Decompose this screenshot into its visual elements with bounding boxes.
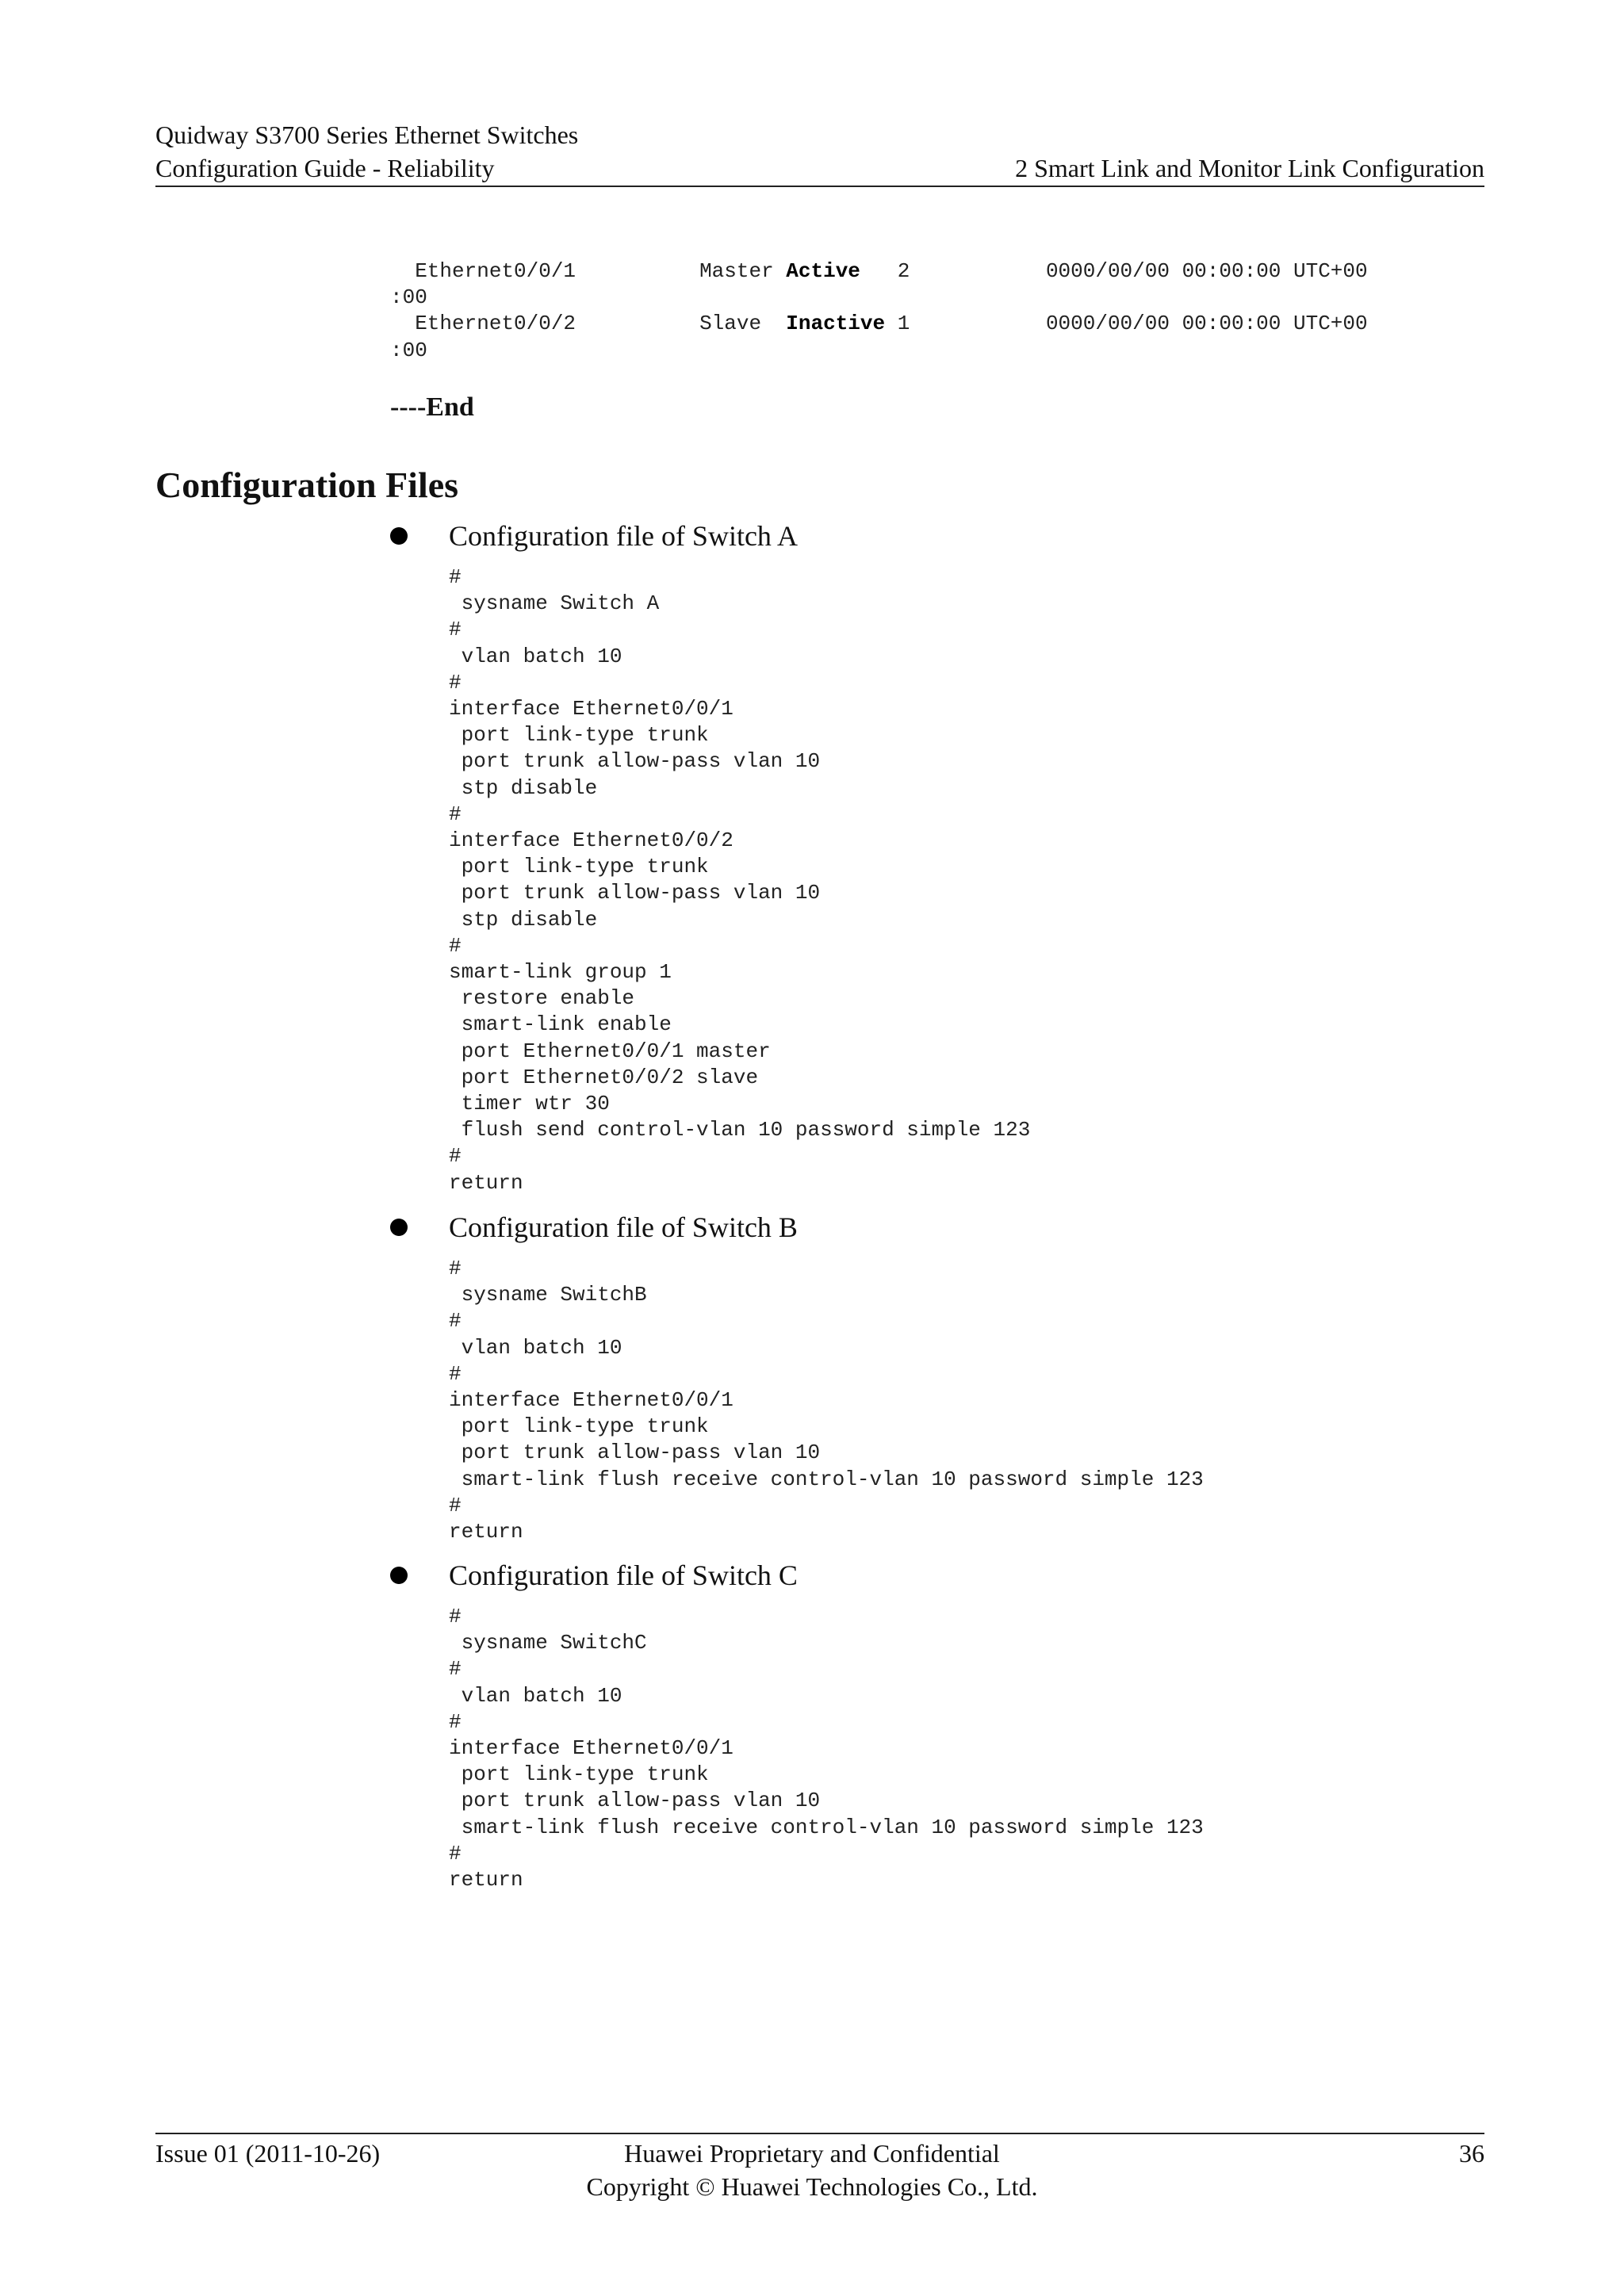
code-line: smart-link enable: [449, 1012, 672, 1037]
code-line: port link-type trunk: [449, 1762, 709, 1787]
footer-issue: Issue 01 (2011-10-26): [155, 2139, 381, 2168]
code-line: interface Ethernet0/0/1: [449, 697, 733, 721]
code-line: stp disable: [449, 775, 598, 800]
bullet-icon: [390, 1567, 408, 1584]
code-line: smart-link flush receive control-vlan 10 password simple 123: [449, 1467, 1204, 1491]
status-output: [390, 258, 1368, 364]
code-line: interface Ethernet0/0/1: [449, 1736, 733, 1761]
config-code-block: [449, 564, 1030, 1196]
code-line: smart-link flush receive control-vlan 10 password simple 123: [449, 1815, 1204, 1839]
config-file-title: Configuration file of Switch C: [449, 1559, 798, 1591]
header-chapter: 2 Smart Link and Monitor Link Configuration: [1015, 154, 1484, 182]
code-line: #: [449, 1493, 462, 1517]
header-guide: Configuration Guide - Reliability: [155, 154, 495, 182]
footer-page-number: 36: [1459, 2139, 1484, 2168]
code-line: interface Ethernet0/0/2: [449, 828, 733, 853]
code-line: #: [449, 618, 462, 642]
code-line: #: [449, 802, 462, 826]
status-state: Active: [786, 259, 860, 283]
code-line: port link-type trunk: [449, 723, 709, 748]
code-line: restore enable: [449, 986, 635, 1011]
code-line: port link-type trunk: [449, 1414, 709, 1439]
code-line: #: [449, 933, 462, 958]
bullet-icon: [390, 527, 408, 545]
code-line: #: [449, 670, 462, 695]
code-line: port trunk allow-pass vlan 10: [449, 881, 821, 905]
code-line: port trunk allow-pass vlan 10: [449, 749, 821, 774]
code-line: port Ethernet0/0/2 slave: [449, 1065, 759, 1089]
code-line: #: [449, 1657, 462, 1682]
code-line: return: [449, 1520, 523, 1544]
status-row: Ethernet0/0/2 Slave Inactive 1 0000/00/00 00:00:00 UTC+00 :00: [390, 312, 1368, 362]
code-line: interface Ethernet0/0/1: [449, 1388, 733, 1413]
code-line: #: [449, 1361, 462, 1386]
code-line: #: [449, 1257, 462, 1280]
code-line: return: [449, 1868, 523, 1892]
code-line: #: [449, 1605, 462, 1628]
code-line: #: [449, 1841, 462, 1866]
status-state: Inactive: [786, 312, 886, 336]
code-line: stp disable: [449, 907, 598, 932]
code-line: vlan batch 10: [449, 644, 622, 668]
code-line: flush send control-vlan 10 password simple 123: [449, 1118, 1031, 1142]
footer-divider: [155, 2133, 1484, 2134]
header-divider: [155, 186, 1484, 187]
status-row: Ethernet0/0/1 Master Active 2 0000/00/00 00:00:00 UTC+00 :00: [390, 259, 1368, 310]
code-line: #: [449, 1709, 462, 1734]
code-line: vlan batch 10: [449, 1683, 622, 1708]
header-product: Quidway S3700 Series Ethernet Switches: [155, 121, 579, 149]
code-line: #: [449, 1309, 462, 1334]
code-line: sysname Switch A: [449, 591, 660, 616]
code-line: port link-type trunk: [449, 855, 709, 879]
code-line: port trunk allow-pass vlan 10: [449, 1789, 821, 1813]
footer-copyright: Copyright © Huawei Technologies Co., Ltd.: [586, 2172, 1038, 2201]
bullet-icon: [390, 1219, 408, 1236]
config-code-block: [449, 1604, 1204, 1893]
code-line: sysname SwitchB: [449, 1283, 647, 1307]
end-marker: ----End: [390, 392, 474, 422]
section-title: Configuration Files: [155, 465, 459, 505]
footer-proprietary: Huawei Proprietary and Confidential: [624, 2139, 1000, 2168]
config-file-title: Configuration file of Switch B: [449, 1211, 798, 1243]
code-line: smart-link group 1: [449, 960, 672, 985]
code-line: port Ethernet0/0/1 master: [449, 1039, 771, 1063]
config-code-block: [449, 1256, 1204, 1545]
code-line: #: [449, 1144, 462, 1169]
code-line: return: [449, 1170, 523, 1195]
code-line: port trunk allow-pass vlan 10: [449, 1441, 821, 1465]
config-file-title: Configuration file of Switch A: [449, 520, 798, 552]
code-line: vlan batch 10: [449, 1335, 622, 1360]
code-line: timer wtr 30: [449, 1092, 610, 1116]
code-line: sysname SwitchC: [449, 1631, 647, 1655]
code-line: #: [449, 565, 462, 589]
